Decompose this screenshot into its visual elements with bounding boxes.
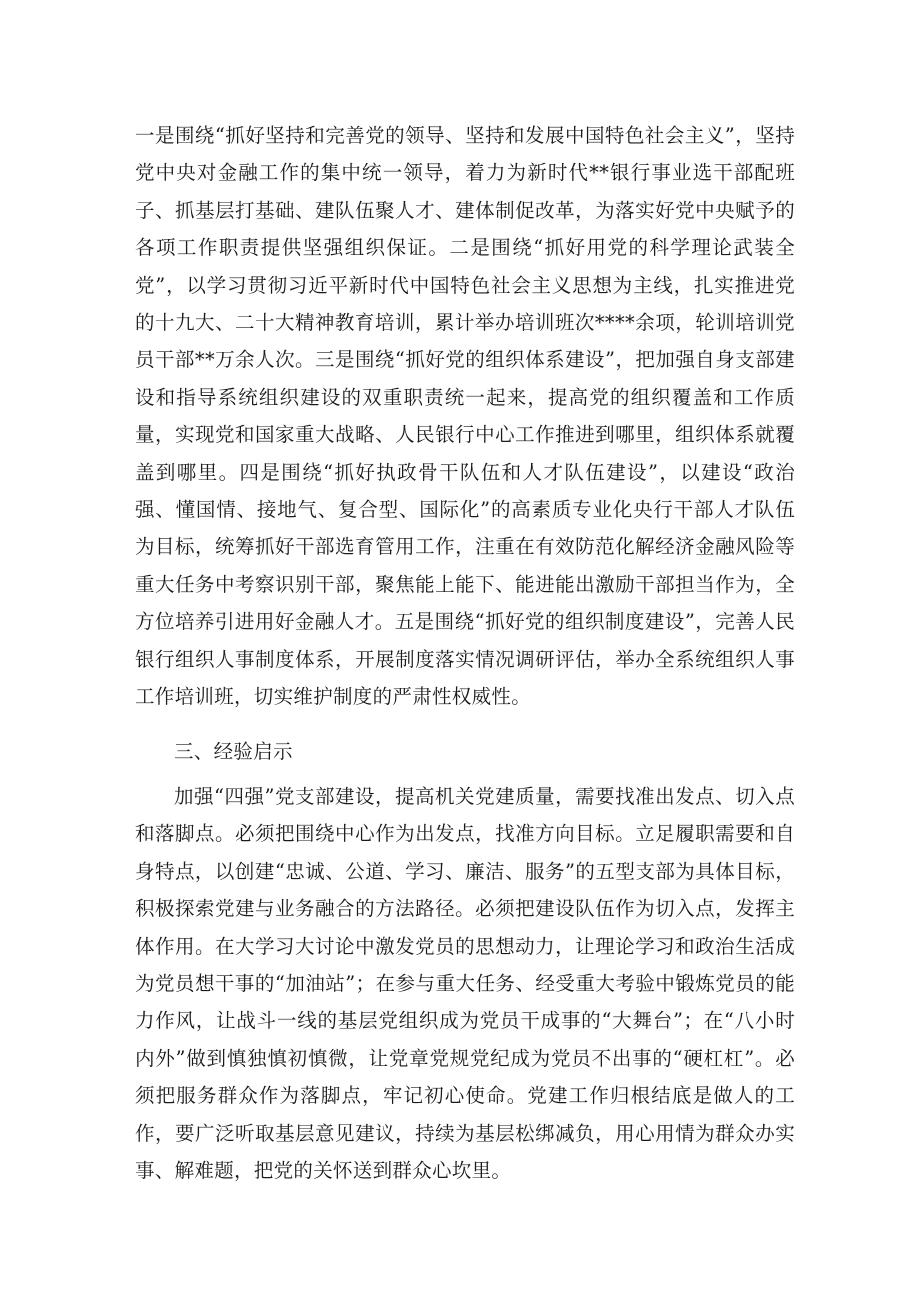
section-heading-experience: 三、经验启示 bbox=[174, 740, 293, 763]
body-paragraph-experience: 加强“四强”党支部建设，提高机关党建质量，需要找准出发点、切入点和落脚点。必须把围绕中心作为出发点，找准方向目标。立足履职需要和自身特点，以创建“忠诚、公道、学习、廉洁、服务”的五型支部为具体目标，积极探索党建与业务融合的方法路径。必须把建设队伍作为切入点，发挥主体作用。在大学习大讨论中激发党员的思想动力，让理论学习和政治生活成为党员想干事的“加油站”；在参与重大任务、经受重大考验中锻炼党员的能力作风，让战斗一线的基层党组织成为党员干成事的“大舞台”；在“八小时内外”做到慎独慎初慎微，让党章党规党纪成为党员不出事的“硬杠杠”。必须把服务群众作为落脚点，牢记初心使命。党建工作归根结底是做人的工作，要广泛听取基层意见建议，持续为基层松绑减负，用心用情为群众办实事、解难题，把党的关怀送到群众心坎里。 bbox=[135, 785, 795, 1183]
body-paragraph-organization-work: 一是围绕“抓好坚持和完善党的领导、坚持和发展中国特色社会主义”，坚持党中央对金融工作的集中统一领导，着力为新时代**银行事业选干部配班子、抓基层打基础、建队伍聚人才、建体制促改革，为落实好党中央赋予的各项工作职责提供坚强组织保证。二是围绕“抓好用党的科学理论武装全党”，以学习贯彻习近平新时代中国特色社会主义思想为主线，扎实推进党的十九大、二十大精神教育培训，累计举办培训班次****余项，轮训培训党员干部**万余人次。三是围绕“抓好党的组织体系建设”，把加强自身支部建设和指导系统组织建设的双重职责统一起来，提高党的组织覆盖和工作质量，实现党和国家重大战略、人民银行中心工作推进到哪里，组织体系就覆盖到哪里。四是围绕“抓好执政骨干队伍和人才队伍建设”，以建设“政治强、懂国情、接地气、复合型、国际化”的高素质专业化央行干部人才队伍为目标，统筹抓好干部选育管用工作，注重在有效防范化解经济金融风险等重大任务中考察识别干部，聚焦能上能下、能进能出激励干部担当作为，全方位培养引进用好金融人才。五是围绕“抓好党的组织制度建设”，完善人民银行组织人事制度体系，开展制度落实情况调研评估，举办全系统组织人事工作培训班，切实维护制度的严肃性权威性。 bbox=[135, 124, 795, 709]
